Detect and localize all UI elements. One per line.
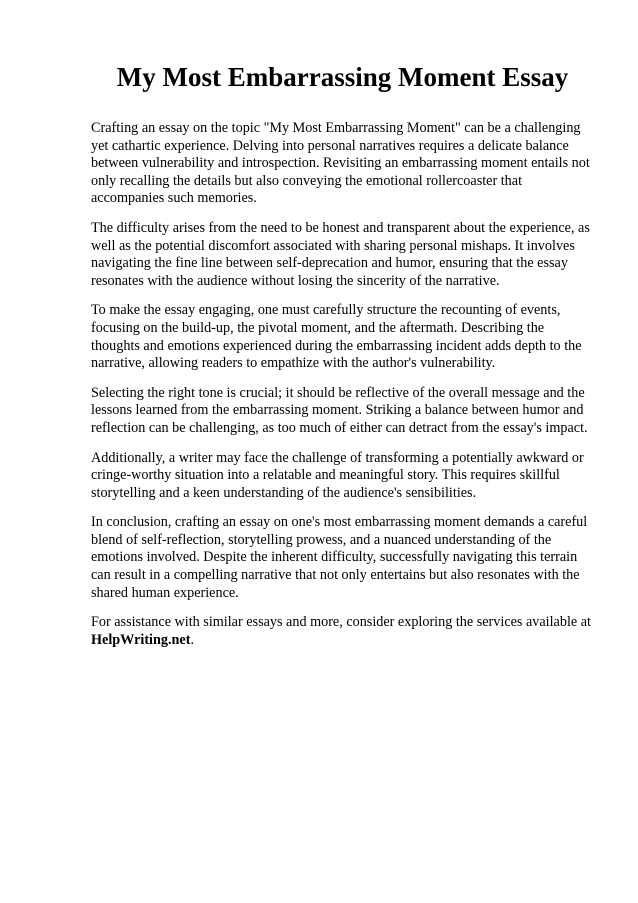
paragraph-5: Additionally, a writer may face the challenge of transforming a potentially awkward or cringe-worthy situation into a relatable and meaningful story. This requires skillful storytelling and a keen understanding of the audience's sensibilities. xyxy=(91,449,584,501)
paragraph-2: The difficulty arises from the need to be honest and transparent about the experience, as well as the potential discomfort associated with sharing personal mishaps. It involves navigating the fine line between self-deprecation and humor, ensuring that the essay resonates with the audience without losing the sincerity of the narrative. xyxy=(91,219,590,289)
document-body xyxy=(91,120,593,649)
closing-paragraph xyxy=(91,614,593,649)
paragraph-4: Selecting the right tone is crucial; it should be reflective of the overall message and the lessons learned from the embarrassing moment. Striking a balance between humor and reflection can be challenging, as too much of either can detract from the essay's impact. xyxy=(91,384,588,436)
closing-suffix: . xyxy=(190,631,194,648)
closing-text: For assistance with similar essays and more, consider exploring the services available at xyxy=(91,614,591,631)
paragraph-3: To make the essay engaging, one must carefully structure the recounting of events, focusing on the build-up, the pivotal moment, and the aftermath. Describing the thoughts and emotions experienced during the embarrassing incident adds depth to the narrative, allowing readers to empathize with the author's vulnerability. xyxy=(91,302,582,372)
paragraph-1: Crafting an essay on the topic "My Most Embarrassing Moment" can be a challenging yet cathartic experience. Delving into personal narratives requires a delicate balance between vulnerability and introspection. Revisiting an embarrassing moment entails not only recalling the details but also conveying the emotional rollercoaster that accompanies such memories. xyxy=(91,120,590,207)
paragraph-6: In conclusion, crafting an essay on one's most embarrassing moment demands a careful blend of self-reflection, storytelling prowess, and a nuanced understanding of the emotions involved. Despite the inherent difficulty, successfully navigating this terrain can result in a compelling narrative that not only entertains but also resonates with the shared human experience. xyxy=(91,514,588,601)
page-title: My Most Embarrassing Moment Essay xyxy=(116,62,569,92)
helpwriting-link[interactable]: HelpWriting.net xyxy=(91,631,191,648)
